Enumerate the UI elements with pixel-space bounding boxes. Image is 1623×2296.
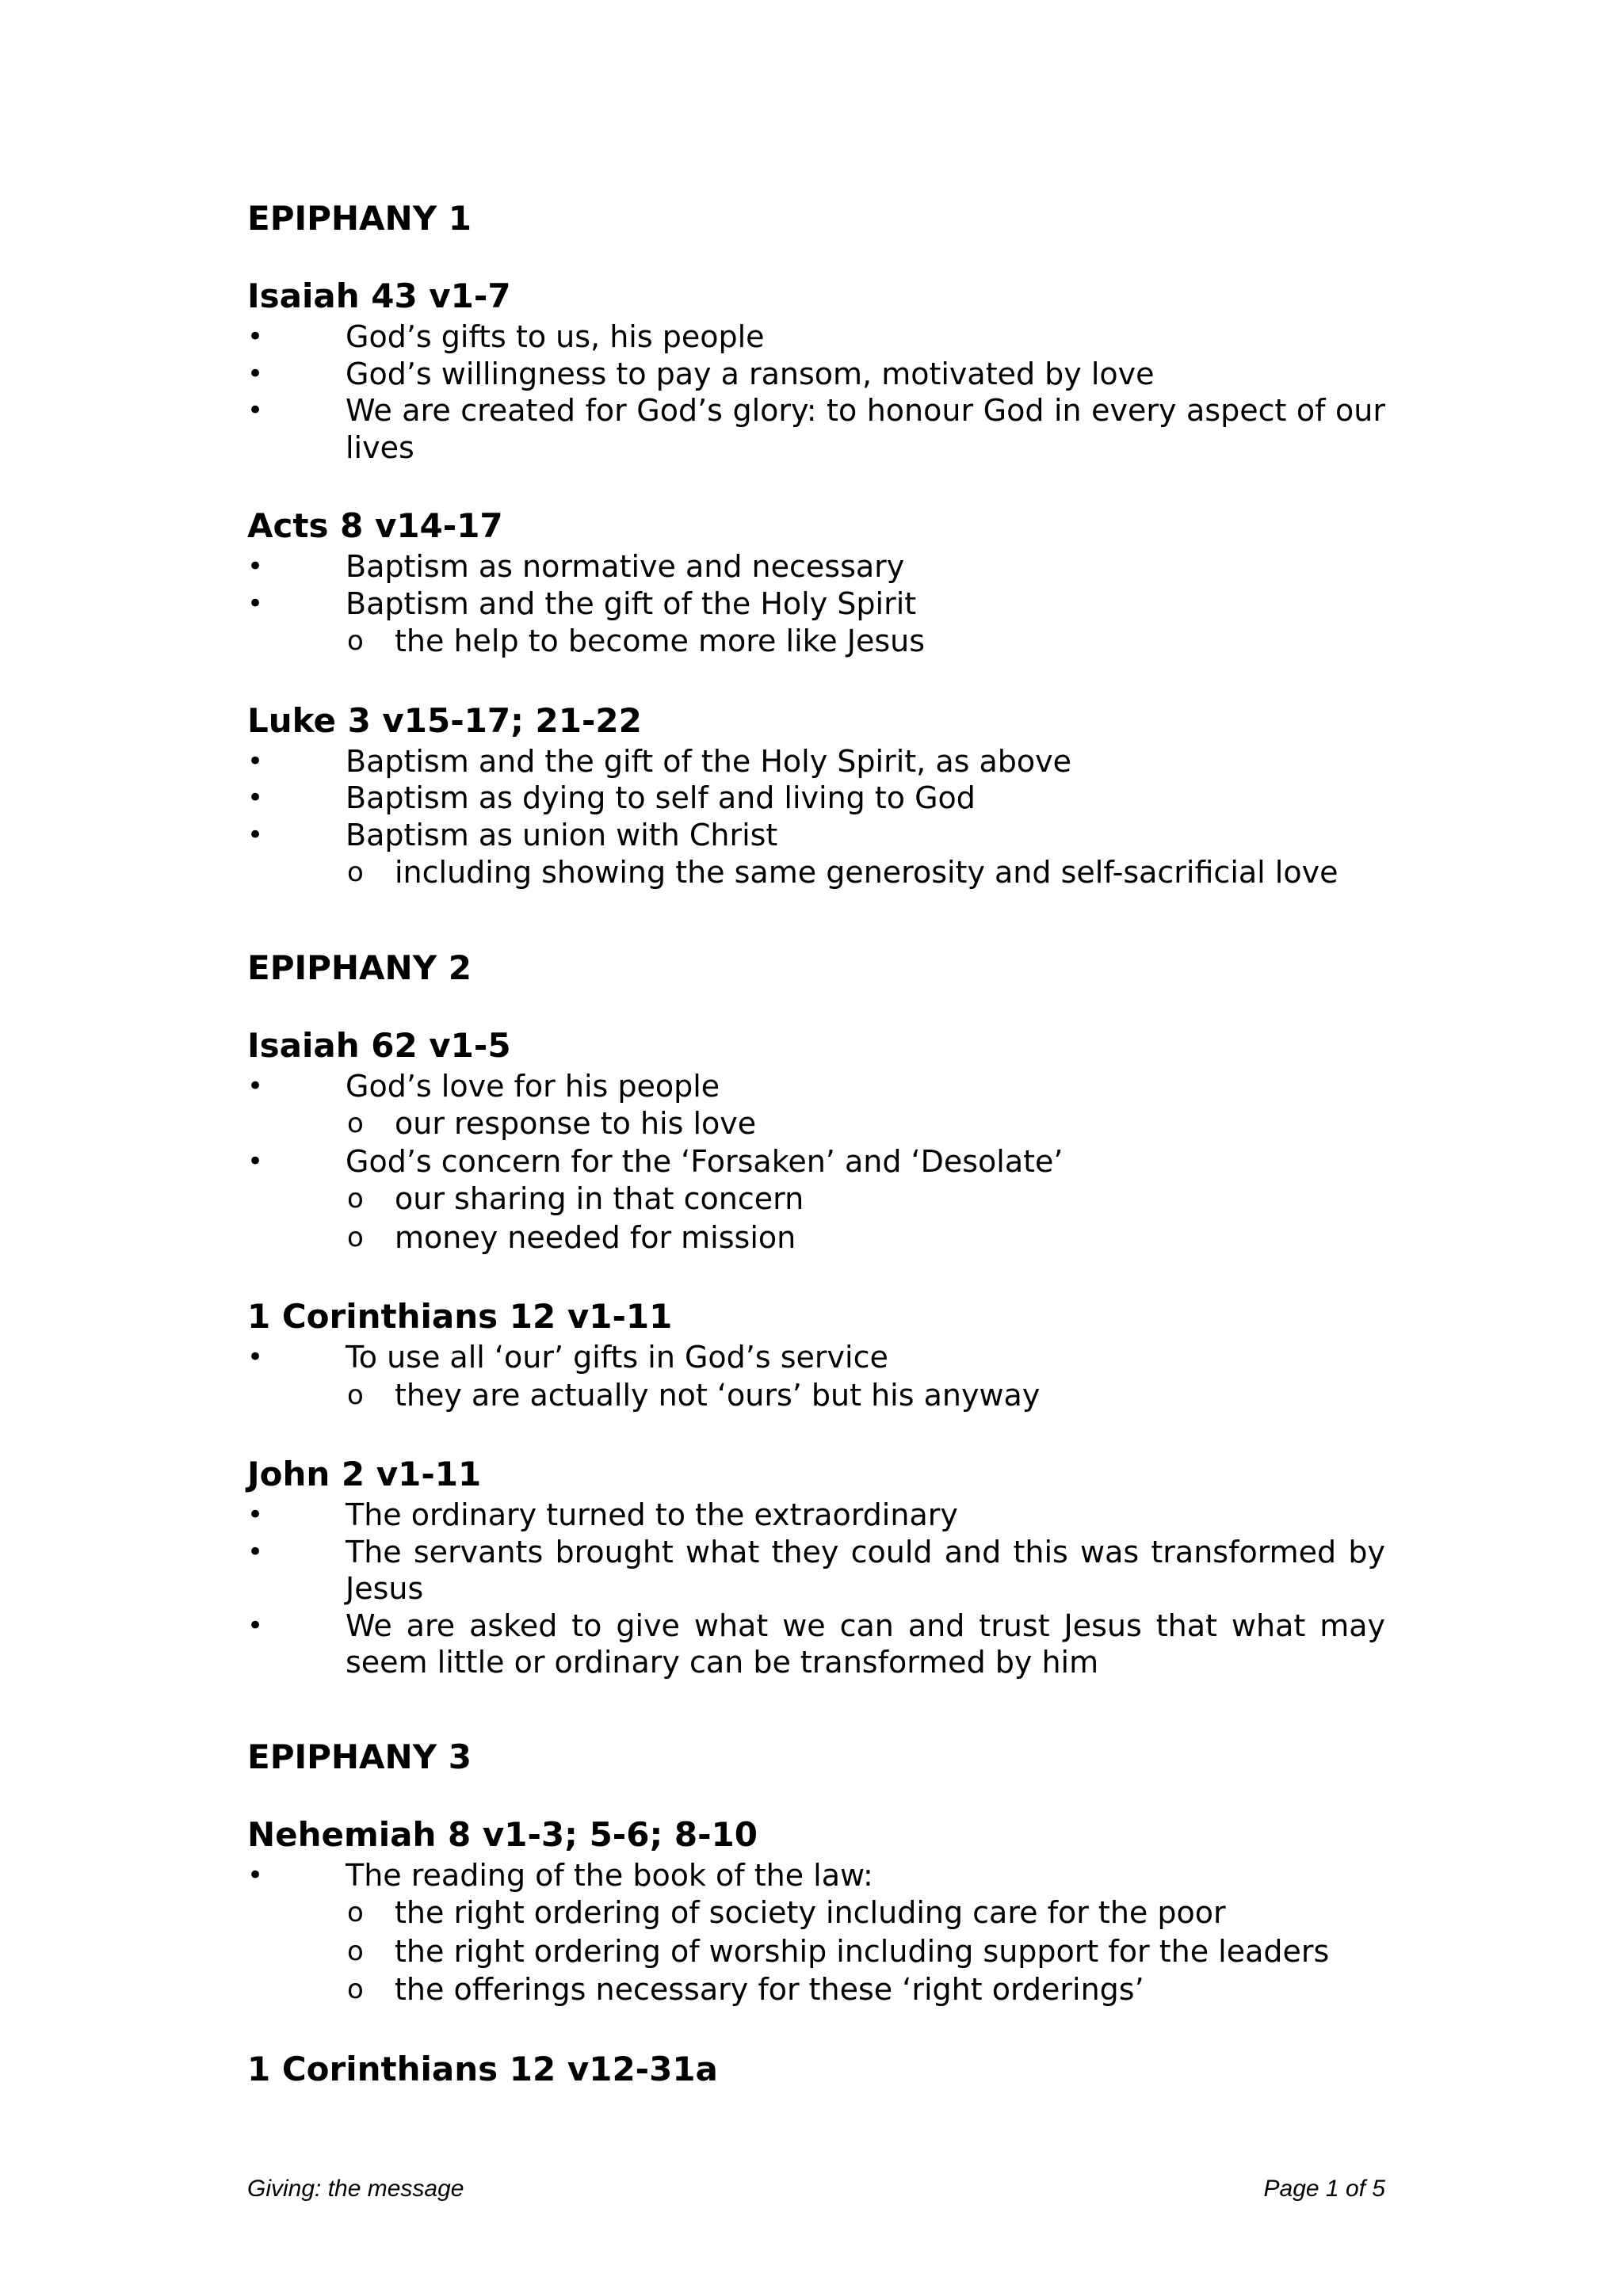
point-item xyxy=(247,1608,1385,1681)
point-text: Baptism as dying to self and living to God xyxy=(346,780,976,815)
bullet-marker: • xyxy=(247,1341,264,1373)
point-item xyxy=(247,1068,1385,1105)
circle-marker: o xyxy=(347,1183,364,1215)
reading-title: John 2 v1-11 xyxy=(247,1455,482,1493)
circle-marker: o xyxy=(347,856,364,888)
subpoint-item xyxy=(247,1180,1385,1219)
bullet-marker: • xyxy=(247,395,264,426)
reading-block xyxy=(247,1452,1385,1681)
subpoint-item xyxy=(247,1376,1385,1415)
circle-marker: o xyxy=(347,1108,364,1139)
point-item xyxy=(247,585,1385,623)
spacer xyxy=(247,1414,1385,1452)
point-text: We are asked to give what we can and trust Jesus that what may seem little or ordinary can be transformed by him xyxy=(346,1608,1385,1680)
subpoint-list xyxy=(247,853,1385,892)
point-text: Baptism and the gift of the Holy Spirit, as above xyxy=(346,743,1072,779)
point-item xyxy=(247,1339,1385,1376)
reading-title: 1 Corinthians 12 v1-11 xyxy=(247,1297,673,1336)
subpoint-text: the help to become more like Jesus xyxy=(395,624,926,658)
bullet-marker: • xyxy=(247,1859,264,1891)
subpoint-text: the offerings necessary for these ‘right orderings’ xyxy=(395,1972,1144,2007)
reading-title: Isaiah 62 v1-5 xyxy=(247,1025,511,1065)
reading-title: Isaiah 43 v1-7 xyxy=(247,277,511,315)
bullet-marker: • xyxy=(247,321,264,353)
bullet-marker: • xyxy=(247,782,264,814)
circle-marker: o xyxy=(347,1221,364,1253)
subpoint-list xyxy=(247,1376,1385,1415)
footer-page-number: Page 1 of 5 xyxy=(1263,2176,1385,2202)
subpoint-text: money needed for mission xyxy=(395,1219,796,1255)
section-heading: EPIPHANY 2 xyxy=(247,948,472,987)
point-text: Baptism as normative and necessary xyxy=(346,549,905,584)
circle-marker: o xyxy=(347,1974,364,2005)
point-text: We are created for God’s glory: to honour God in every aspect of our lives xyxy=(346,393,1385,465)
spacer xyxy=(247,661,1385,699)
reading-block xyxy=(247,1024,1385,1257)
subpoint-list xyxy=(247,622,1385,661)
spacer xyxy=(247,466,1385,504)
reading-block xyxy=(247,2047,1385,2092)
point-text: God’s gifts to us, his people xyxy=(346,319,765,354)
reading-block xyxy=(247,274,1385,466)
spacer xyxy=(247,990,1385,1024)
subpoint-item xyxy=(247,1932,1385,1971)
subpoint-item xyxy=(247,1219,1385,1257)
section xyxy=(247,946,1385,1681)
point-text: God’s love for his people xyxy=(346,1068,720,1104)
circle-marker: o xyxy=(347,1935,364,1967)
point-text: God’s willingness to pay a ransom, motivated by love xyxy=(346,356,1155,391)
spacer xyxy=(247,1779,1385,1813)
subpoint-item xyxy=(247,1894,1385,1932)
point-text: The reading of the book of the law: xyxy=(346,1857,873,1893)
bullet-marker: • xyxy=(247,745,264,777)
spacer xyxy=(247,1681,1385,1735)
circle-marker: o xyxy=(347,1897,364,1928)
bullet-marker: • xyxy=(247,551,264,582)
point-item xyxy=(247,356,1385,393)
point-list xyxy=(247,318,1385,466)
subpoint-item xyxy=(247,622,1385,661)
circle-marker: o xyxy=(347,1379,364,1411)
point-item xyxy=(247,318,1385,356)
point-list xyxy=(247,1339,1385,1414)
subpoint-text: including showing the same generosity and self-sacrificial love xyxy=(395,855,1338,890)
point-item xyxy=(247,1857,1385,1894)
point-list xyxy=(247,1857,1385,2009)
bullet-marker: • xyxy=(247,1535,264,1568)
point-text: The ordinary turned to the extraordinary xyxy=(346,1497,958,1532)
subpoint-text: our sharing in that concern xyxy=(395,1181,804,1216)
reading-title: Acts 8 v14-17 xyxy=(247,506,503,545)
point-text: Baptism as union with Christ xyxy=(346,817,778,852)
point-list xyxy=(247,548,1385,661)
reading-block xyxy=(247,1813,1385,2009)
reading-title: Luke 3 v15-17; 21-22 xyxy=(247,700,642,740)
circle-marker: o xyxy=(347,625,364,657)
point-text: Baptism and the gift of the Holy Spirit xyxy=(346,585,917,621)
section-heading: EPIPHANY 3 xyxy=(247,1737,472,1776)
spacer xyxy=(247,241,1385,274)
point-item xyxy=(247,1497,1385,1534)
reading-block xyxy=(247,504,1385,661)
point-text: To use all ‘our’ gifts in God’s service xyxy=(346,1340,888,1375)
point-item xyxy=(247,392,1385,466)
point-item xyxy=(247,548,1385,585)
spacer xyxy=(247,2009,1385,2047)
section-heading: EPIPHANY 1 xyxy=(247,199,472,238)
subpoint-text: the right ordering of society including care for the poor xyxy=(395,1895,1226,1930)
point-list xyxy=(247,1068,1385,1257)
spacer xyxy=(247,1257,1385,1295)
subpoint-list xyxy=(247,1180,1385,1257)
subpoint-item xyxy=(247,1104,1385,1143)
reading-title: 1 Corinthians 12 v12-31a xyxy=(247,2049,718,2088)
bullet-marker: • xyxy=(247,1070,264,1102)
point-item xyxy=(247,1534,1385,1608)
reading-title: Nehemiah 8 v1-3; 5-6; 8-10 xyxy=(247,1814,758,1854)
subpoint-item xyxy=(247,1970,1385,2009)
subpoint-list xyxy=(247,1894,1385,2009)
subpoint-text: the right ordering of worship including support for the leaders xyxy=(395,1933,1330,1969)
bullet-marker: • xyxy=(247,1145,264,1177)
point-item xyxy=(247,1143,1385,1180)
bullet-marker: • xyxy=(247,1499,264,1531)
reading-block xyxy=(247,1295,1385,1414)
point-text: God’s concern for the ‘Forsaken’ and ‘Desolate’ xyxy=(346,1143,1064,1179)
point-item xyxy=(247,743,1385,780)
point-text: The servants brought what they could and this was transformed by Jesus xyxy=(346,1534,1385,1606)
footer-document-title: Giving: the message xyxy=(247,2176,464,2202)
point-item xyxy=(247,817,1385,854)
point-list xyxy=(247,743,1385,892)
subpoint-list xyxy=(247,1104,1385,1143)
reading-block xyxy=(247,699,1385,892)
subpoint-text: our response to his love xyxy=(395,1106,757,1141)
bullet-marker: • xyxy=(247,818,264,851)
section xyxy=(247,1735,1385,2092)
spacer xyxy=(247,892,1385,946)
subpoint-text: they are actually not ‘ours’ but his anyway xyxy=(395,1377,1041,1413)
point-item xyxy=(247,780,1385,817)
section xyxy=(247,196,1385,892)
point-list xyxy=(247,1497,1385,1681)
bullet-marker: • xyxy=(247,357,264,390)
bullet-marker: • xyxy=(247,1609,264,1642)
subpoint-item xyxy=(247,853,1385,892)
bullet-marker: • xyxy=(247,587,264,620)
page-content xyxy=(247,196,1385,2092)
